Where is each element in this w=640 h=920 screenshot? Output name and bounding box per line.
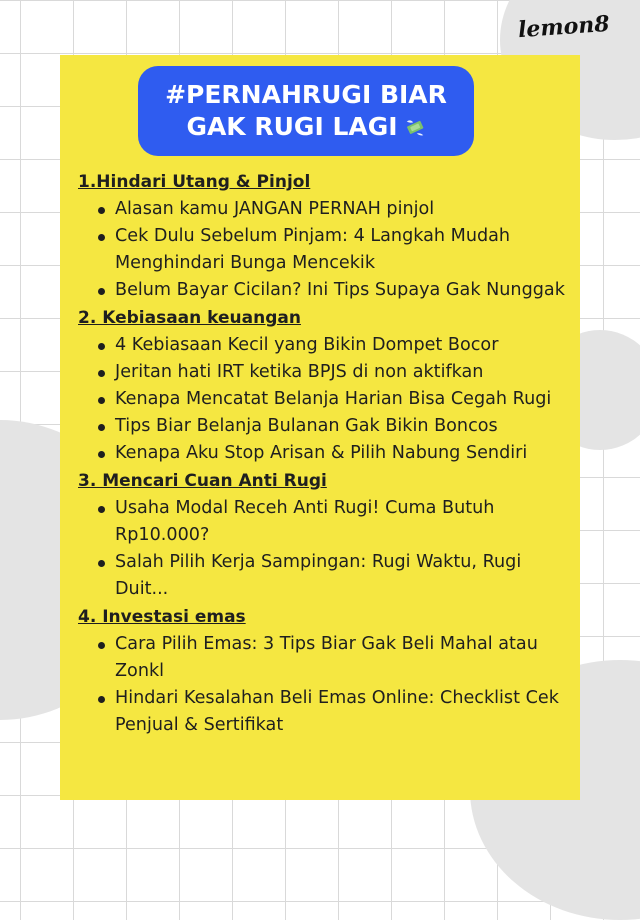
section-heading: 1.Hindari Utang & Pinjol (78, 172, 311, 192)
list-item[interactable]: Hindari Kesalahan Beli Emas Online: Checklist Cek Penjual & Sertifikat (78, 685, 574, 739)
title-line-1: #PERNAHRUGI BIAR (165, 80, 447, 109)
article-list (78, 168, 574, 739)
list-item[interactable]: Kenapa Mencatat Belanja Harian Bisa Cegah Rugi (78, 386, 574, 413)
list-item[interactable]: Kenapa Aku Stop Arisan & Pilih Nabung Sendiri (78, 440, 574, 467)
title-line-2: GAK RUGI LAGI (186, 112, 398, 141)
list-item[interactable]: Jeritan hati IRT ketika BPJS di non aktifkan (78, 359, 574, 386)
title-banner (138, 66, 474, 156)
section-investasi-emas (78, 604, 574, 739)
list-item[interactable]: 4 Kebiasaan Kecil yang Bikin Dompet Bocor (78, 332, 574, 359)
list-item[interactable]: Cara Pilih Emas: 3 Tips Biar Gak Beli Mahal atau Zonkl (78, 631, 574, 685)
list-item[interactable]: Salah Pilih Kerja Sampingan: Rugi Waktu, Rugi Duit... (78, 549, 574, 603)
list-item[interactable]: Usaha Modal Receh Anti Rugi! Cuma Butuh Rp10.000? (78, 495, 574, 549)
lemon8-logo: lemon8 (517, 10, 611, 44)
list-item[interactable]: Alasan kamu JANGAN PERNAH pinjol (78, 196, 574, 223)
list-item[interactable]: Belum Bayar Cicilan? Ini Tips Supaya Gak Nunggak (78, 277, 574, 304)
section-heading: 3. Mencari Cuan Anti Rugi (78, 471, 327, 491)
section-hindari-utang (78, 169, 574, 304)
list-item[interactable]: Tips Biar Belanja Bulanan Gak Bikin Boncos (78, 413, 574, 440)
list-item[interactable]: Cek Dulu Sebelum Pinjam: 4 Langkah Mudah Menghindari Bunga Mencekik (78, 223, 574, 277)
section-heading: 2. Kebiasaan keuangan (78, 308, 301, 328)
money-with-wings-icon (404, 116, 426, 138)
section-kebiasaan-keuangan (78, 305, 574, 467)
section-heading: 4. Investasi emas (78, 607, 246, 627)
section-mencari-cuan (78, 468, 574, 603)
